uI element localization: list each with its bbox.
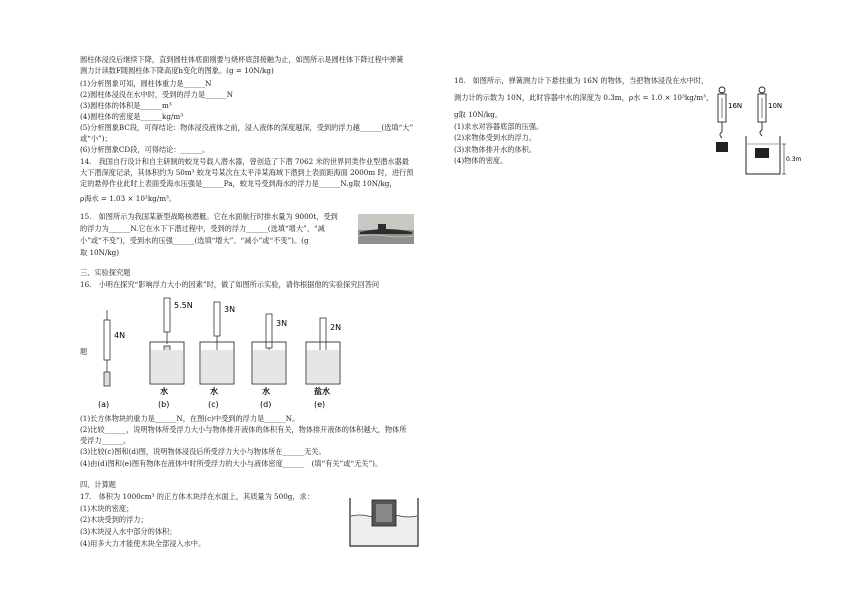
q17-line-1: 17. 体积为 1000cm³ 的正方体木块浮在水面上，其质量为 500g，求： [80,492,314,501]
reading-10n: 10N [768,102,783,110]
q15-line-4: 取 10N/kg) [80,248,120,257]
q13-item-5b: 或“小”)； [80,134,112,143]
q13-item-6: (6)分析图象CD段，可得结论：______。 [80,145,210,154]
spring-scale-c [200,302,234,384]
reading-a: 4N [114,331,126,340]
figure-17 [348,494,420,548]
intro-line-1: 圆柱体浸没后继续下降，直到圆柱体底面刚要与烧杯底部接触为止，如图所示是圆柱体下降过程中弹簧 [80,55,404,64]
figure-label-b: (b) [158,400,170,409]
q15-line-2: 的浮力为______N.它在水下下潜过程中，受到的浮力______(选填“增大”、“减 [80,224,325,233]
section-3-heading: 三、实验探究题 [80,268,131,277]
spring-scale-a [104,310,110,386]
submarine-image [358,214,414,244]
figure-label-a: (a) [98,400,110,409]
q16-intro: 16. 小明在探究“影响浮力大小的因素”时，做了如图所示实验，请你根据他的实验探究回答问 [80,280,380,289]
liquid-label-c: 水 [210,387,218,396]
q16-item-1: (1)长方体物块的重力是______N，在图(c)中受到的浮力是______N。 [80,414,300,423]
figure-label-c: (c) [208,400,219,409]
reading-d: 3N [276,319,288,328]
q17-line-4: (3)木块浸入水中部分的体积； [80,527,177,536]
q17-line-2: (1)木块的密度； [80,504,134,513]
reading-c: 3N [224,305,236,314]
figure-16 [92,290,412,410]
q16-item-4: (4)由(d)图和(e)图有物体在液体中时所受浮力的大小与液体密度______ (填“有关”或“无关”)。 [80,459,383,468]
q18-line-3: g取 10N/kg。 [454,110,503,119]
q14-line-4: ρ海水 = 1.03 × 10³kg/m³。 [80,194,177,203]
figure-label-d: (d) [260,400,272,409]
q18-line-7: (4)物体的密度。 [454,156,508,165]
intro-line-2: 测力计读数F随圆柱体下降高度h变化的图象。(g = 10N/kg) [80,66,274,75]
q17-line-5: (4)用多大力才能使木块全部浸入水中。 [80,539,206,548]
q13-item-1: (1)分析图象可知，圆柱体重力是______N [80,79,212,88]
figure-18 [712,84,802,180]
reading-b: 5.5N [174,301,193,310]
q13-item-5: (5)分析图象BC段，可得结论：物体浸没液体之前，浸入液体的深度越深，受到的浮力越______(选填“大” [80,123,414,132]
depth-label: 0.3m [786,156,802,163]
q18-line-1: 18. 如图所示，弹簧测力计下悬挂重为 16N 的物体，当把物体浸没在水中时， [454,76,709,85]
q18-line-6: (3)求物体排开水的体积。 [454,145,537,154]
liquid-label-e: 盐水 [314,387,330,396]
q16-item-2: (2)比较______，说明物体所受浮力大小与物体排开液体的体积有关，物体排开液体的体积越大，物体所 [80,425,407,434]
q16-tail: 题 [80,347,88,356]
q17-line-3: (2)木块受到的浮力； [80,515,148,524]
q18-line-2: 测力计的示数为 10N，此时容器中水的深度为 0.3m，ρ水 = 1.0 × 10³kg/m³， [454,93,714,102]
q14-line-2: 大下潜深度记录，其体积约为 50m³ 蛟龙号某次在太平洋某海域下潜到上表面距海面 2000m 时，进行预 [80,168,414,177]
q18-line-5: (2)求物体受到水的浮力。 [454,133,537,142]
figure-label-e: (e) [314,400,326,409]
spring-scale-b [150,298,184,384]
q15-line-3: 小”或“不变”)，受到水的压强______(选填“增大”、“减小”或“不变”)。(g [80,236,309,245]
liquid-label-b: 水 [160,387,168,396]
q18-line-4: (1)求水对容器底部的压强。 [454,122,544,131]
section-4-heading: 四、计算题 [80,480,116,489]
q13-item-2: (2)圆柱体浸没在水中时，受到的浮力是______N [80,90,234,99]
reading-e: 2N [330,323,342,332]
reading-16n: 16N [728,102,743,110]
q16-item-2b: 受浮力______。 [80,436,131,445]
q16-item-3: (3)比较(c)图和(d)图，说明物体浸没后所受浮力大小与物体所在______无关。 [80,447,326,456]
liquid-label-d: 水 [262,387,270,396]
q13-item-4: (4)圆柱体的密度是______kg/m³ [80,112,184,121]
q15-line-1: 15. 如图所示为我国某新型战略核潜艇。它在水面航行时排水量为 9000t，受到 [80,212,338,221]
q14-line-1: 14. 我国自行设计和自主研制的蛟龙号载人潜水器，曾创造了下潜 7062 米的世界同类作业型潜水器最 [80,157,409,166]
q13-item-3: (3)圆柱体的体积是______m³ [80,101,172,110]
q14-line-3: 定的悬停作业此时上表面受海水压强是______Pa，蛟龙号受到海水的浮力是______N.g取 10N/kg， [80,179,397,188]
